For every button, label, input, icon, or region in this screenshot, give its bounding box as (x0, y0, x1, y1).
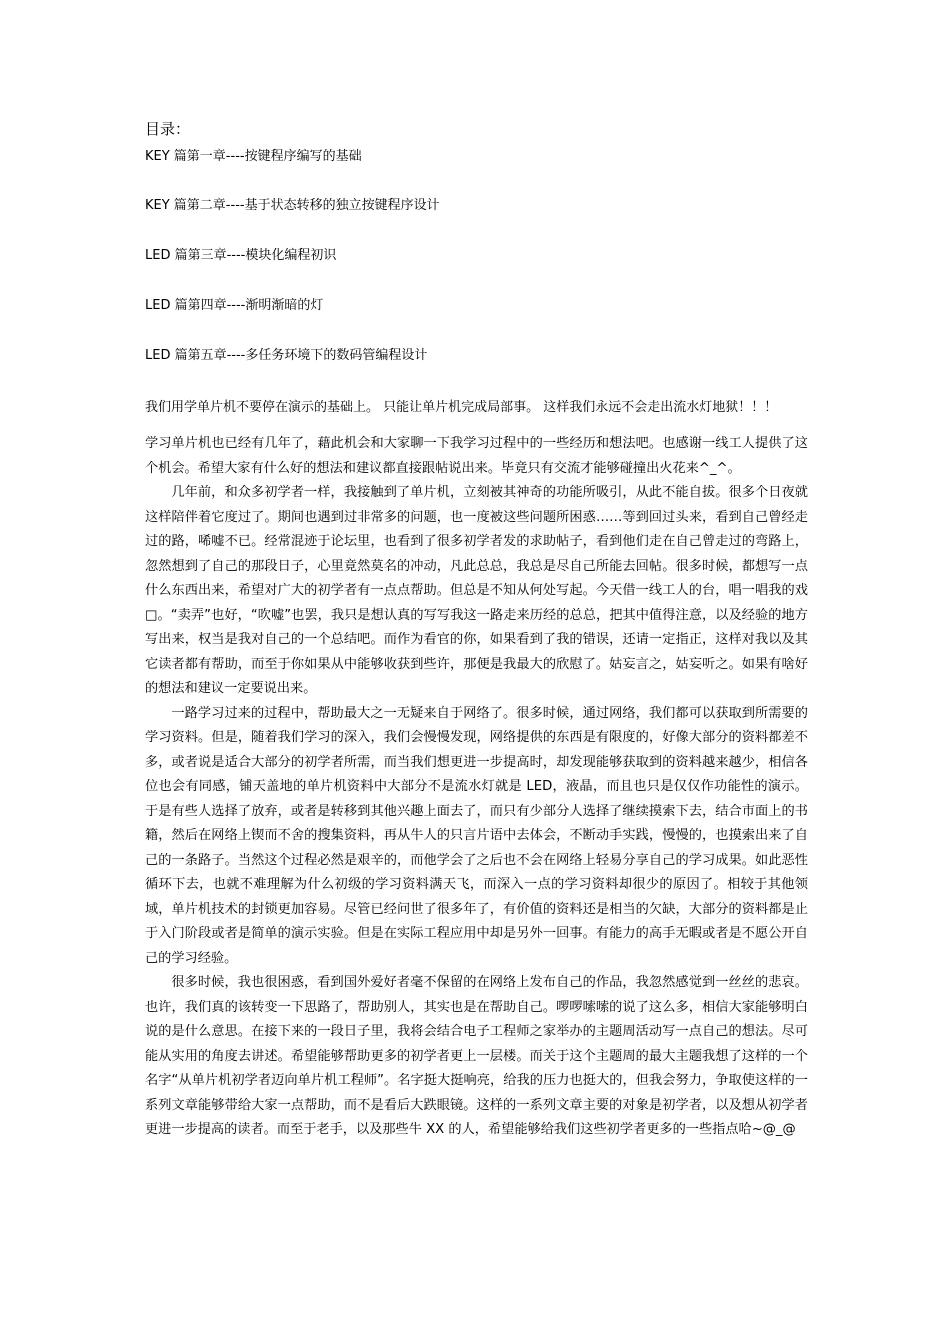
toc-item: LED 篇第四章----渐明渐暗的灯 (145, 298, 324, 313)
toc-item: KEY 篇第一章----按键程序编写的基础 (145, 149, 362, 164)
paragraph: 一路学习过来的过程中，帮助最大之一无疑来自于网络了。很多时候，通过网络，我们都可以获取到所需要的学习资料。但是，随着我们学习的深入，我们会慢慢发现，网络提供的东西是有限度的，好像大部分的资料都差不多，或者说是适合大部分的初学者所需，而当我们想更进一步提高时，却发现能够获取到的资料越来越少，相信各位也会有同感，铺天盖地的单片机资料中大部分不是流水灯就是 LED，液晶，而且也只是仅仅作功能性的演示。于是有些人选择了放弃，或者是转移到其他兴趣上面去了，而只有少部分人选择了继续摸索下去，结合市面上的书籍，然后在网络上锲而不舍的搜集资料，再从牛人的只言片语中去体会，不断动手实践，慢慢的，也摸索出来了自己的一条路子。当然这个过程必然是艰辛的，而他学会了之后也不会在网络上轻易分享自己的学习成果。如此恶性循环下去，也就不难理解为什么初级的学习资料满天飞，而深入一点的学习资料却很少的原因了。相较于其他领域，单片机技术的封锁更加容易。尽管已经问世了很多年了，有价值的资料还是相当的欠缺，大部分的资料都是止于入门阶段或者是简单的演示实验。但是在实际工程应用中却是另外一回事。有能力的高手无暇或者是不愿公开自己的学习经验。 (145, 705, 808, 966)
intro-statement: 我们用学单片机不要停在演示的基础上。 只能让单片机完成局部事。 这样我们永远不会走出流水灯地狱！！！ (145, 400, 778, 415)
toc-heading: 目录： (145, 120, 191, 138)
toc-item: LED 篇第五章----多任务环境下的数码管编程设计 (145, 348, 428, 363)
paragraph: 很多时候，我也很困惑，看到国外爱好者毫不保留的在网络上发布自己的作品，我忽然感觉到一丝丝的悲哀。也许，我们真的该转变一下思路了，帮助别人，其实也是在帮助自己。啰啰嗦嗦的说了这么多，相信大家能够明白说的是什么意思。在接下来的一段日子里，我将会结合电子工程师之家举办的主题周活动写一点自己的想法。尽可能从实用的角度去讲述。希望能够帮助更多的初学者更上一层楼。而关于这个主题周的最大主题我想了这样的一个名字“从单片机初学者迈向单片机工程师”。名字挺大挺响亮，给我的压力也挺大的，但我会努力，争取使这样的一系列文章能够带给大家一点帮助，而不是看后大跌眼镜。这样的一系列文章主要的对象是初学者，以及想从初学者更进一步提高的读者。而至于老手，以及那些牛 XX 的人，希望能够给我们这些初学者更多的一些指点哈~@_@ (145, 975, 808, 1137)
paragraph: 几年前，和众多初学者一样，我接触到了单片机，立刻被其神奇的功能所吸引，从此不能自拔。很多个日夜就这样陪伴着它度过了。期间也遇到过非常多的问题，也一度被这些问题所困惑……等到回过头来，看到自己曾经走过的路，唏嘘不已。经常混迹于论坛里，也看到了很多初学者发的求助帖子，看到他们走在自己曾走过的弯路上，忽然想到了自己的那段日子，心里竟然莫名的冲动，凡此总总，我总是尽自己所能去回帖。很多时候，都想写一点什么东西出来，希望对广大的初学者有一点点帮助。但总是不知从何处写起。今天借一线工人的台，唱一唱我的戏□。“卖弄”也好，“吹嘘”也罢，我只是想认真的写写我这一路走来历经的总总，把其中值得注意，以及经验的地方写出来，权当是我对自己的一个总结吧。而作为看官的你，如果看到了我的错误，还请一定指正，这样对我以及其它读者都有帮助，而至于你如果从中能够收获到些许，那便是我最大的欣慰了。姑妄言之，姑妄听之。如果有啥好的想法和建议一定要说出来。 (145, 485, 808, 696)
article-body (145, 432, 808, 1143)
paragraph: 学习单片机也已经有几年了，藉此机会和大家聊一下我学习过程中的一些经历和想法吧。也感谢一线工人提供了这个机会。希望大家有什么好的想法和建议都直接跟帖说出来。毕竟只有交流才能够碰撞出火花来^_^。 (145, 436, 808, 476)
toc-item: LED 篇第三章----模块化编程初识 (145, 248, 337, 263)
toc-item: KEY 篇第二章----基于状态转移的独立按键程序设计 (145, 198, 440, 213)
